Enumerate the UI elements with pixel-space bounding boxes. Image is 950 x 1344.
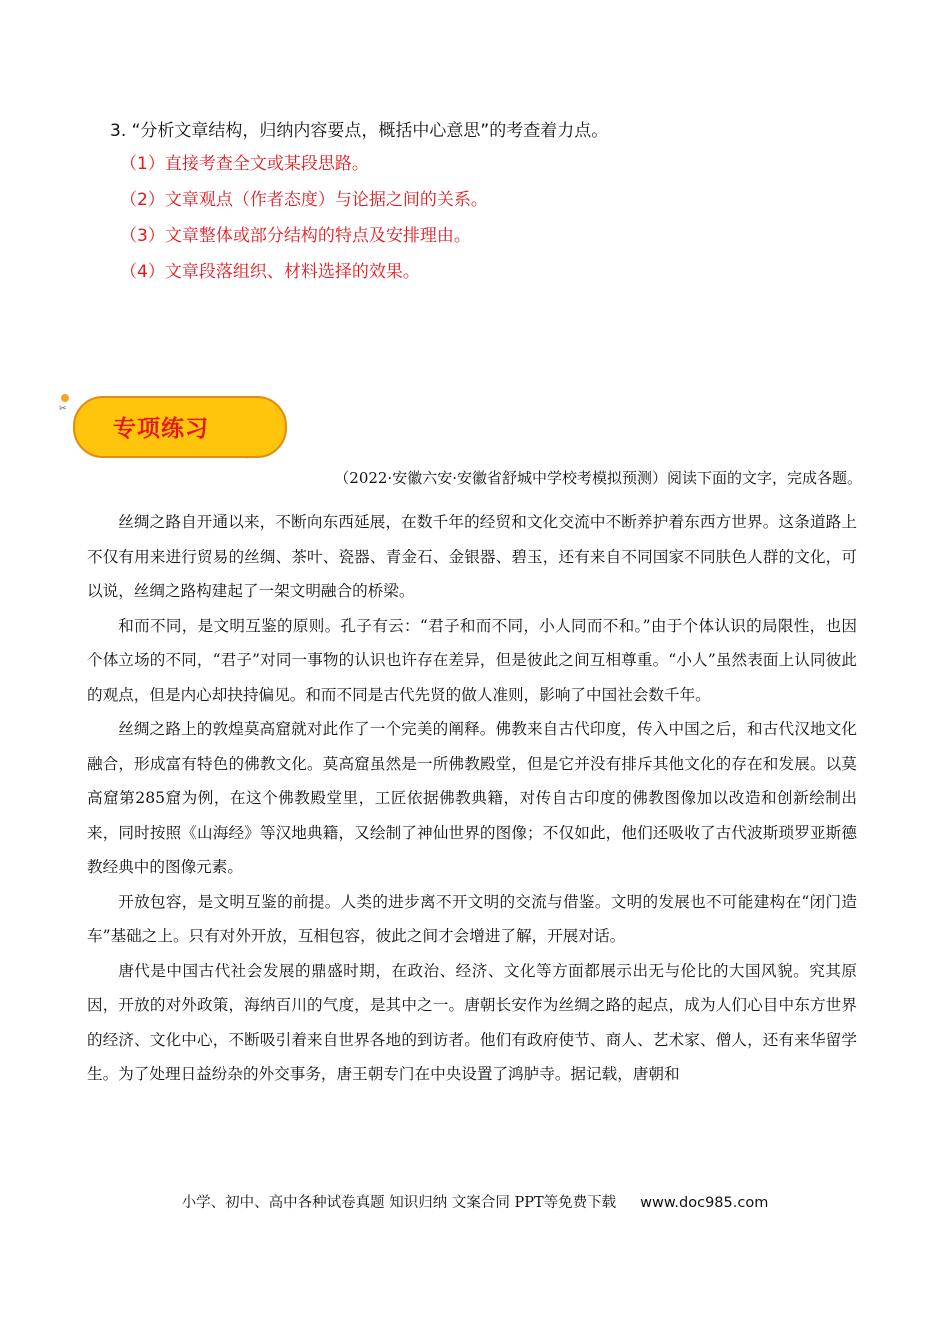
exam-points-list [120,150,488,294]
exam-point: （3）文章整体或部分结构的特点及安排理由。 [120,226,471,246]
article-paragraph: 和而不同，是文明互鉴的原则。孔子有云：“君子和而不同，小人同而不和。”由于个体认识的局限性，也因个体立场的不同，“君子”对同一事物的认识也许存在差异，但是彼此之间互相尊重。“小人”虽然表面上认同彼此的观点，但是内心却抉持偏见。和而不同是古代先贤的做人准则，影响了中国社会数千年。 [87,616,857,704]
exam-point: （1）直接考查全文或某段思路。 [120,154,369,174]
article-body [87,505,857,1092]
footer-text: 小学、初中、高中各种试卷真题 知识归纳 文案合同 PPT等免费下载 [181,1195,617,1211]
section-badge [55,390,275,472]
article-paragraph: 丝绸之路自开通以来，不断向东西延展，在数千年的经贸和文化交流中不断养护着东西方世界。这条道路上不仅有用来进行贸易的丝绸、茶叶、瓷器、青金石、金银器、碧玉，还有来自不同国家不同肤色人群的文化，可以说，丝绸之路构建起了一架文明融合的桥梁。 [87,513,857,600]
exam-point: （2）文章观点（作者态度）与论据之间的关系。 [120,190,488,210]
source-line: （2022·安徽六安·安徽省舒城中学校考模拟预测）阅读下面的文字，完成各题。 [334,469,862,487]
page-footer [0,1191,950,1212]
exam-point: （4）文章段落组织、材料选择的效果。 [120,262,420,282]
scissor-icon: ✂ [59,404,67,414]
footer-site-link[interactable]: www.doc985.com [640,1195,769,1211]
article-paragraph: 开放包容，是文明互鉴的前提。人类的进步离不开文明的交流与借鉴。文明的发展也不可能建构在“闭门造车”基础之上。只有对外开放，互相包容，彼此之间才会增进了解，开展对话。 [87,892,857,945]
question-heading: 3. “分析文章结构，归纳内容要点，概括中心意思”的考查着力点。 [110,121,609,141]
article-paragraph: 丝绸之路上的敦煌莫高窟就对此作了一个完美的阐释。佛教来自古代印度，传入中国之后，和古代汉地文化融合，形成富有特色的佛教文化。莫高窟虽然是一所佛教殿堂，但是它并没有排斥其他文化的存在和发展。以莫高窟第285窟为例，在这个佛教殿堂里，工匠依据佛教典籍，对传自古印度的佛教图像加以改造和创新绘制出来，同时按照《山海经》等汉地典籍，又绘制了神仙世界的图像；不仅如此，他们还吸收了古代波斯琐罗亚斯德教经典中的图像元素。 [87,720,857,876]
article-paragraph: 唐代是中国古代社会发展的鼎盛时期，在政治、经济、文化等方面都展示出无与伦比的大国风貌。究其原因，开放的对外政策，海纳百川的气度，是其中之一。唐朝长安作为丝绸之路的起点，成为人们心目中东方世界的经济、文化中心，不断吸引着来自世界各地的到访者。他们有政府使节、商人、艺术家、僧人，还有来华留学生。为了处理日益纷杂的外交事务，唐王朝专门在中央设置了鸿胪寺。据记载，唐朝和 [87,961,857,1083]
badge-dot-icon [61,394,69,402]
section-badge-label: 专项练习 [113,416,209,442]
